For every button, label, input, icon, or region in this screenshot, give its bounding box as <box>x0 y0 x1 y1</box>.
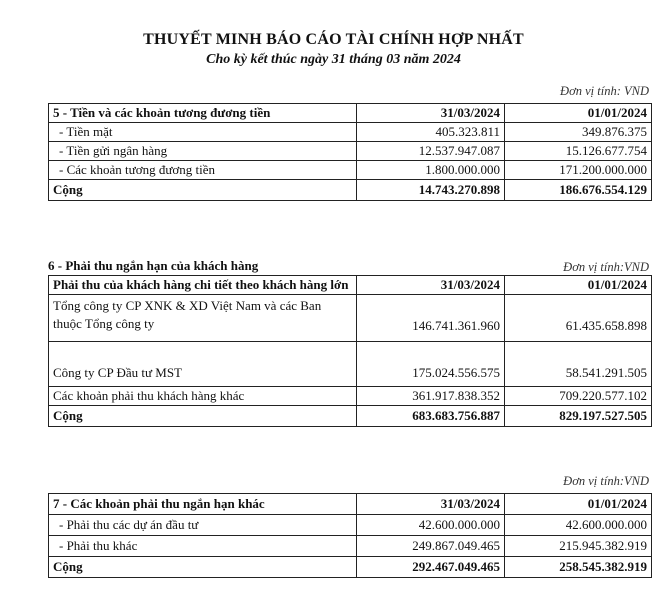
row-value: 42.600.000.000 <box>505 515 652 536</box>
row-label: - Các khoản tương đương tiền <box>49 161 357 180</box>
table-header-row <box>49 494 652 515</box>
table-row <box>49 142 652 161</box>
section7-unit: Đơn vị tính:VND <box>563 474 649 488</box>
row-label: - Tiền mặt <box>49 123 357 142</box>
table-row <box>49 536 652 557</box>
table-row <box>49 161 652 180</box>
row-value: 175.024.556.575 <box>357 342 505 387</box>
section6-unit: Đơn vị tính:VND <box>563 260 649 274</box>
section5-heading: 5 - Tiền và các khoản tương đương tiền <box>49 104 357 123</box>
row-label: - Phải thu khác <box>49 536 357 557</box>
section7-heading: 7 - Các khoản phải thu ngắn hạn khác <box>49 494 357 515</box>
section6-table <box>48 275 652 427</box>
row-label: Các khoản phải thu khách hàng khác <box>49 387 357 406</box>
total-value: 829.197.527.505 <box>505 406 652 427</box>
row-value: 171.200.000.000 <box>505 161 652 180</box>
total-label: Cộng <box>49 406 357 427</box>
total-value: 292.467.049.465 <box>357 557 505 578</box>
row-value: 12.537.947.087 <box>357 142 505 161</box>
row-value: 215.945.382.919 <box>505 536 652 557</box>
row-value: 361.917.838.352 <box>357 387 505 406</box>
row-value: 15.126.677.754 <box>505 142 652 161</box>
total-value: 186.676.554.129 <box>505 180 652 201</box>
row-value: 405.323.811 <box>357 123 505 142</box>
table-row <box>49 387 652 406</box>
row-value: 42.600.000.000 <box>357 515 505 536</box>
table-header-row <box>49 276 652 295</box>
table-row <box>49 123 652 142</box>
column-header-2024-03-31: 31/03/2024 <box>357 494 505 515</box>
column-header-2024-03-31: 31/03/2024 <box>357 104 505 123</box>
table-row <box>49 295 652 342</box>
column-header-2024-01-01: 01/01/2024 <box>505 494 652 515</box>
table-row <box>49 342 652 387</box>
report-subtitle: Cho kỳ kết thúc ngày 31 tháng 03 năm 2024 <box>206 52 461 67</box>
row-label: Tổng công ty CP XNK & XD Việt Nam và các Ban thuộc Tổng công ty <box>49 295 357 342</box>
column-header-2024-01-01: 01/01/2024 <box>505 276 652 295</box>
section7-table <box>48 493 652 578</box>
table-header-row <box>49 104 652 123</box>
report-title: THUYẾT MINH BÁO CÁO TÀI CHÍNH HỢP NHẤT <box>143 31 524 48</box>
column-header-2024-03-31: 31/03/2024 <box>357 276 505 295</box>
row-value: 1.800.000.000 <box>357 161 505 180</box>
row-value: 58.541.291.505 <box>505 342 652 387</box>
row-value: 709.220.577.102 <box>505 387 652 406</box>
total-row <box>49 406 652 427</box>
total-value: 14.743.270.898 <box>357 180 505 201</box>
total-label: Cộng <box>49 557 357 578</box>
row-label: - Phải thu các dự án đầu tư <box>49 515 357 536</box>
row-label: Công ty CP Đầu tư MST <box>49 342 357 387</box>
row-value: 61.435.658.898 <box>505 295 652 342</box>
table-row <box>49 515 652 536</box>
row-value: 249.867.049.465 <box>357 536 505 557</box>
total-label: Cộng <box>49 180 357 201</box>
column-header-2024-01-01: 01/01/2024 <box>505 104 652 123</box>
row-value: 349.876.375 <box>505 123 652 142</box>
total-value: 258.545.382.919 <box>505 557 652 578</box>
row-label: - Tiền gửi ngân hàng <box>49 142 357 161</box>
section5-table <box>48 103 652 201</box>
section6-heading: Phải thu của khách hàng chi tiết theo khách hàng lớn <box>49 276 357 295</box>
total-value: 683.683.756.887 <box>357 406 505 427</box>
total-row <box>49 180 652 201</box>
section6-title: 6 - Phải thu ngắn hạn của khách hàng <box>48 258 259 273</box>
section5-unit: Đơn vị tính: VND <box>560 84 649 98</box>
total-row <box>49 557 652 578</box>
row-value: 146.741.361.960 <box>357 295 505 342</box>
